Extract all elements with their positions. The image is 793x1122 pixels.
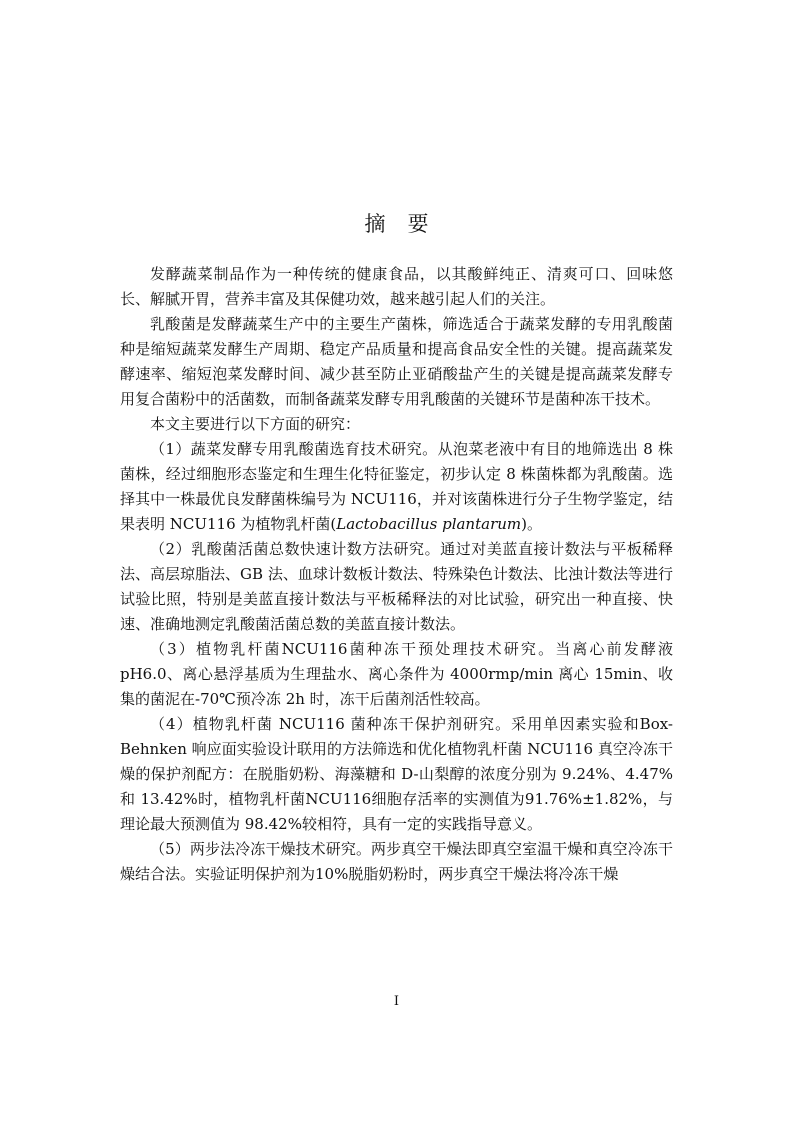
paragraph-8: （5）两步法冷冻干燥技术研究。两步真空干燥法即真空室温干燥和真空冷冻干燥结合法。实验证明保护剂为10%脱脂奶粉时，两步真空干燥法将冷冻干燥 — [120, 840, 673, 883]
species-latin-name: Lactobacillus plantarum — [336, 515, 522, 533]
paragraph-6: （3）植物乳杆菌NCU116菌种冻干预处理技术研究。当离心前发酵液pH6.0、离心悬浮基质为生理盐水、离心条件为 4000rmp/min 离心 15min、收集的菌泥在-70℃预冷冻 2h 时，冻干后菌剂活性较高。 — [120, 640, 673, 708]
paragraph-4-end: )。 — [521, 515, 542, 533]
paragraph-7: （4）植物乳杆菌 NCU116 菌种冻干保护剂研究。采用单因素实验和Box-Behnken 响应面实验设计联用的方法筛选和优化植物乳杆菌 NCU116 真空冷冻干燥的保护剂配方：在脱脂奶粉、海藻糖和 D-山梨醇的浓度分别为 9.24%、4.47%和 13.42%时，植物乳杆菌NCU116细胞存活率的实测值为91.76%±1.82%，与理论最大预测值为 98.42%较相符，具有一定的实践指导意义。 — [120, 715, 673, 833]
paragraph-2: 乳酸菌是发酵蔬菜生产中的主要生产菌株，筛选适合于蔬菜发酵的专用乳酸菌种是缩短蔬菜发酵生产周期、稳定产品质量和提高食品安全性的关键。提高蔬菜发酵速率、缩短泡菜发酵时间、减少甚至防止亚硝酸盐产生的关键是提高蔬菜发酵专用复合菌粉中的活菌数，而制备蔬菜发酵专用乳酸菌的关键环节是菌种冻干技术。 — [120, 315, 673, 408]
paragraph-4-text: （1）蔬菜发酵专用乳酸菌选育技术研究。从泡菜老液中有目的地筛选出 8 株菌株，经过细胞形态鉴定和生理生化特征鉴定，初步认定 8 株菌株都为乳酸菌。选择其中一株最优良发酵菌株编号为 NCU116，并对该菌株进行分子生物学鉴定，结果表明 NCU116 为植物乳杆菌( — [120, 440, 673, 533]
paragraph-3: 本文主要进行以下方面的研究： — [150, 415, 361, 433]
abstract-body — [120, 262, 673, 887]
paragraph-5: （2）乳酸菌活菌总数快速计数方法研究。通过对美蓝直接计数法与平板稀释法、高层琼脂法、GB 法、血球计数板计数法、特殊染色计数法、比浊计数法等进行试验比照，特别是美蓝直接计数法与平板稀释法的对比试验，研究出一种直接、快速、准确地测定乳酸菌活菌总数的美蓝直接计数法。 — [120, 540, 673, 633]
page-title: 摘要 — [364, 212, 451, 236]
page-number: I — [393, 994, 400, 1009]
paragraph-1: 发酵蔬菜制品作为一种传统的健康食品，以其酸鲜纯正、清爽可口、回味悠长、解腻开胃，营养丰富及其保健功效，越来越引起人们的关注。 — [120, 265, 673, 308]
paragraph-4 — [120, 437, 673, 537]
